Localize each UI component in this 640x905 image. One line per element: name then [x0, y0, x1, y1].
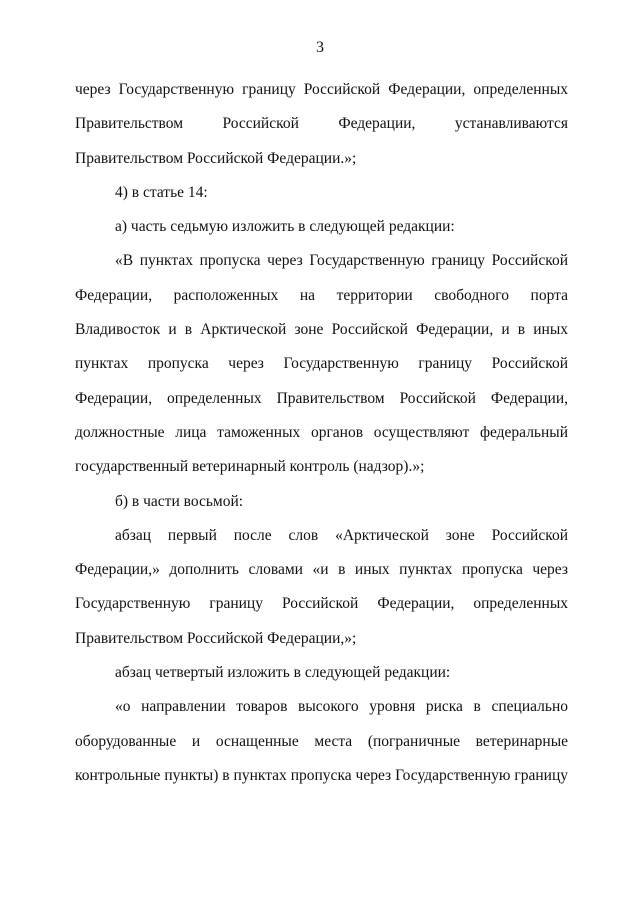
paragraph-quoted-text-2: «о направлении товаров высокого уровня риска в специально оборудованные и оснащенные места (пограничные ветеринарные контрольные пункты) в пунктах пропуска через Государственную границу [75, 698, 568, 784]
paragraph-fourth-abzac: абзац четвертый изложить в следующей редакции: [115, 664, 451, 682]
paragraph-quoted-text-1: «В пунктах пропуска через Государственную границу Российской Федерации, расположенных на территории свободного порта Владивосток и в Арктической зоне Российской Федерации, и в иных пунктах пропуска через Государственную границу Российской Федерации, определенных Правительством Российской Федерации, должностные лица таможенных органов осуществляют федеральный государственный ветеринарный контроль (надзор).»; [75, 252, 568, 476]
document-body [75, 73, 568, 793]
paragraph-continuation: через Государственную границу Российской Федерации, определенных Правительством Российской Федерации, устанавливаются Правительством Российской Федерации.»; [75, 81, 568, 167]
paragraph-article-14: 4) в статье 14: [115, 183, 208, 201]
page-number: 3 [316, 39, 324, 56]
paragraph-part-eight: б) в части восьмой: [115, 492, 244, 510]
paragraph-first-abzac: абзац первый после слов «Арктической зоне Российской Федерации,» дополнить словами «и в иных пунктах пропуска через Государственную границу Российской Федерации, определенных Правительством Российской Федерации,»; [75, 526, 568, 647]
paragraph-part-seven: а) часть седьмую изложить в следующей редакции: [115, 218, 455, 236]
